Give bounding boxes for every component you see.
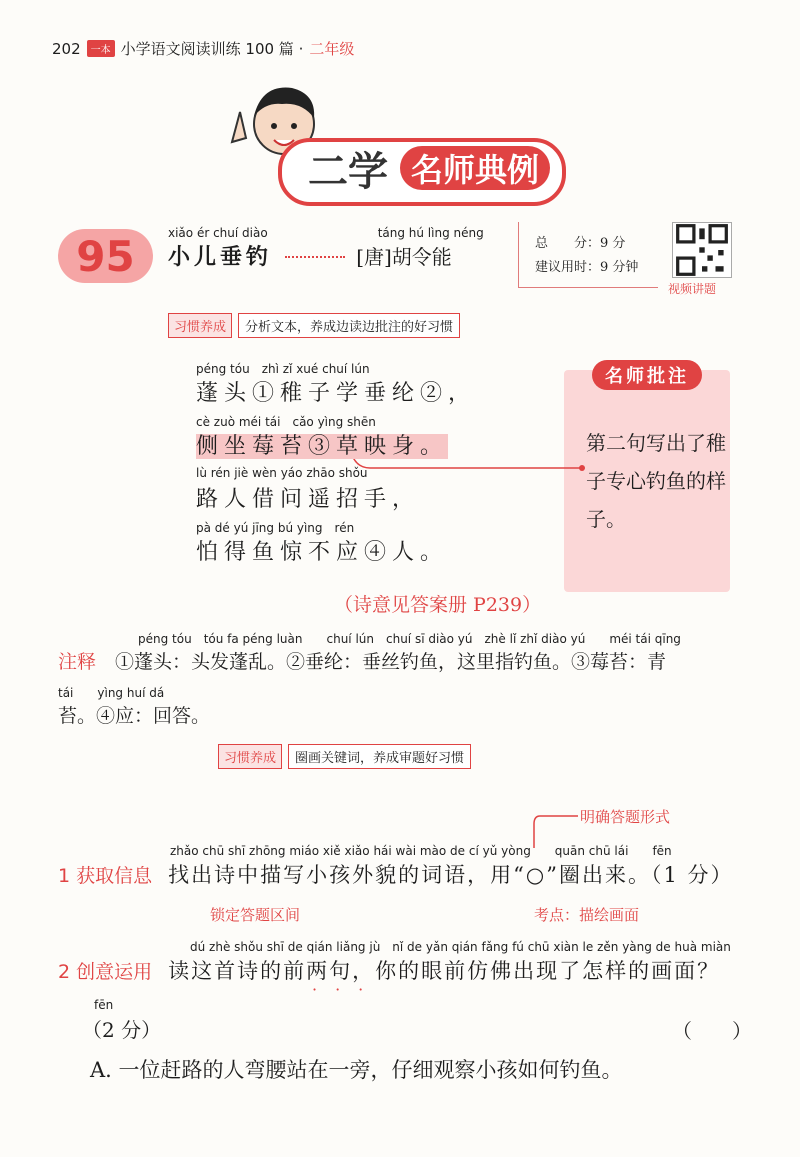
teacher-note-text: 第二句写出了稚子专心钓鱼的样子。 <box>586 431 726 531</box>
score-box <box>518 222 658 288</box>
annotation-label: 注释 <box>58 651 97 673</box>
teacher-note-heading: 名师批注 <box>592 360 702 390</box>
poem-line <box>196 360 476 407</box>
points-pinyin: fēn <box>94 998 114 1012</box>
question-1-label: 1 获取信息 <box>58 865 153 887</box>
emphasis-dots: ··· <box>312 980 382 999</box>
series-tag: 一本 <box>87 40 115 57</box>
poem-line-pinyin: pà dé yú jīng bú yìng rén <box>196 521 355 535</box>
banner-right: 名师典例 <box>400 146 550 190</box>
poem-line-pinyin: lù rén jiè wèn yáo zhāo shǒu <box>196 466 368 480</box>
question-1-text: 找出诗中描写小孩外貌的词语，用“○”圈出来。（1 分） <box>168 863 734 887</box>
author-pinyin: táng hú lìng néng <box>377 226 484 240</box>
qr-code-icon[interactable] <box>672 222 732 278</box>
poem-line-text: 蓬头①稚子学垂纶②， <box>196 381 477 406</box>
lesson-number-badge: 95 <box>58 229 153 283</box>
question-2-label: 2 创意运用 <box>58 961 153 983</box>
poem-line <box>196 466 476 513</box>
habit-text: 分析文本，养成边读边批注的好习惯 <box>238 313 460 338</box>
poem-line-text-highlighted: 侧坐莓苔③草映身。 <box>196 434 449 459</box>
banner-left: 二学 <box>288 146 408 190</box>
annotation-pinyin: tái yìng huí dá <box>58 686 165 700</box>
poem-line-text: 路人借问遥招手， <box>196 487 421 512</box>
title-divider <box>285 256 345 258</box>
question-2-pinyin: dú zhè shǒu shī de qián liǎng jù nǐ de yǎn qián fǎng fú chū xiàn le zěn yàng de huà miàn <box>190 940 731 954</box>
poem-line-pinyin: péng tóu zhì zǐ xué chuí lún <box>196 362 370 376</box>
habit-bar-1 <box>168 313 460 338</box>
habit-tag: 习惯养成 <box>168 313 232 338</box>
question-2-hint-right: 考点：描绘画面 <box>534 906 640 924</box>
question-2-points: （2 分） <box>82 1018 162 1042</box>
poem-line <box>196 413 476 460</box>
question-1-pinyin: zhǎo chū shī zhōng miáo xiě xiǎo hái wài mào de cí yǔ yòng quān chū lái fēn <box>170 844 672 858</box>
suggested-time: 建议用时：9 分钟 <box>535 260 639 275</box>
video-lesson-label[interactable]: 视频讲题 <box>668 282 717 296</box>
section-banner <box>278 138 566 206</box>
answer-blank[interactable]: （ ） <box>672 1019 752 1043</box>
poem-line <box>196 519 476 566</box>
annotation-pinyin: péng tóu tóu fa péng luàn chuí lún chuí sī diào yú zhè lǐ zhǐ diào yú méi tái qīng <box>138 632 681 646</box>
total-score: 总 分：9 分 <box>535 236 626 251</box>
answer-reference: （诗意见答案册 P239） <box>334 594 542 616</box>
annotation-block <box>58 630 758 728</box>
poem-author: [唐]胡令能 <box>356 245 452 269</box>
question-1 <box>58 842 734 889</box>
habit-tag: 习惯养成 <box>218 744 282 769</box>
habit-text: 圈画关键词，养成审题好习惯 <box>288 744 471 769</box>
grade-label: 二年级 <box>309 40 355 58</box>
poem-body <box>196 360 476 572</box>
question-2-text: 读这首诗的前两句，你的眼前仿佛出现了怎样的画面？ <box>168 959 721 983</box>
poem-title: 小儿垂钓 <box>168 244 273 270</box>
book-title: 小学语文阅读训练 100 篇 · <box>120 40 304 58</box>
annotation-line: ①蓬头：头发蓬乱。②垂纶：垂丝钓鱼，这里指钓鱼。③莓苔：青 <box>115 651 667 673</box>
poem-title-block <box>168 226 484 271</box>
running-header <box>52 38 354 59</box>
poem-line-pinyin: cè zuò méi tái cǎo yìng shēn <box>196 415 376 429</box>
poem-line-text: 怕得鱼惊不应④人。 <box>196 540 449 565</box>
option-a[interactable]: A. 一位赶路的人弯腰站在一旁，仔细观察小孩如何钓鱼。 <box>90 1058 623 1082</box>
annotation-line: 苔。④应：回答。 <box>58 705 211 727</box>
question-2-hint-left: 锁定答题区间 <box>210 906 301 924</box>
habit-bar-2 <box>218 744 471 769</box>
question-1-hint: 明确答题形式 <box>580 808 671 826</box>
title-pinyin: xiǎo ér chuí diào <box>168 226 268 240</box>
page-number: 202 <box>52 39 81 58</box>
question-2 <box>58 938 731 985</box>
